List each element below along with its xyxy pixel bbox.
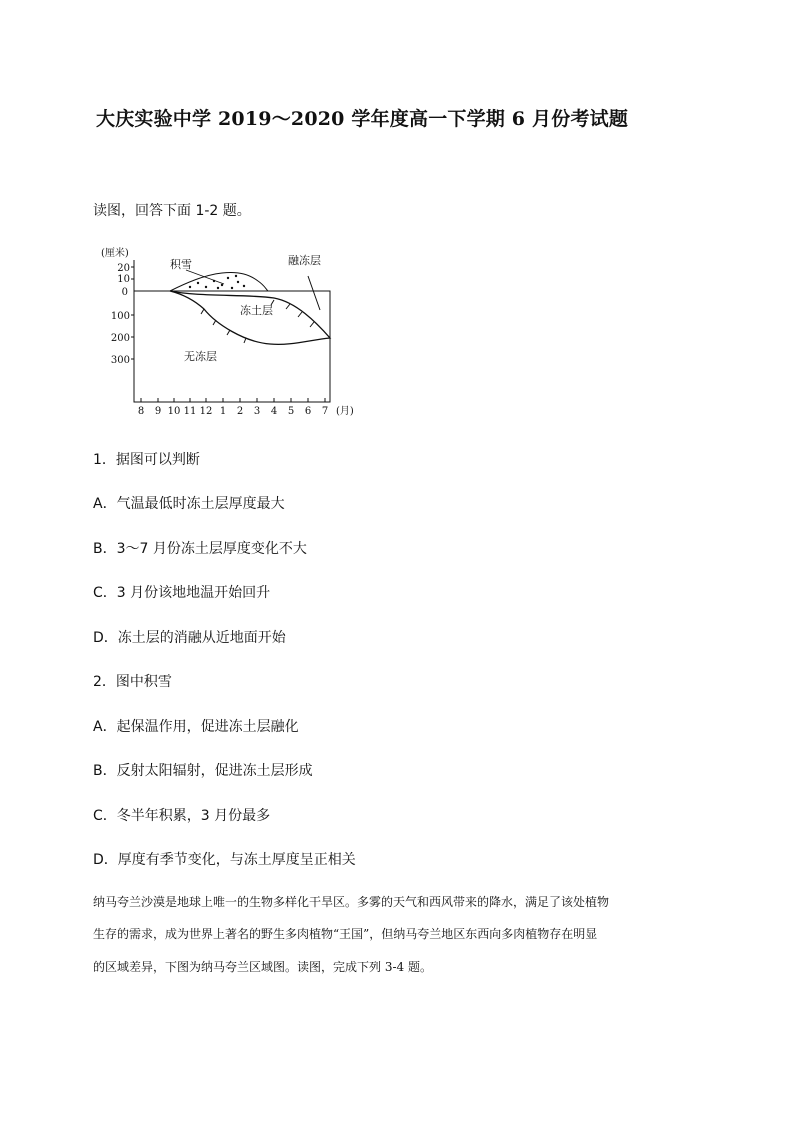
q2-stem: 2．图中积雪 <box>93 674 172 690</box>
y-tick-300: 300 <box>110 355 130 366</box>
y-unit-label: (厘米) <box>101 248 129 259</box>
x-tick-5: 5 <box>287 406 295 417</box>
x-tick-11: 11 <box>183 406 197 417</box>
thaw-arrow <box>308 276 320 310</box>
y-tick-10: 10 <box>117 274 130 285</box>
x-tick-6: 6 <box>304 406 312 417</box>
x-tick-marks <box>141 398 325 402</box>
label-frozen: 冻土层 <box>240 304 273 317</box>
q1-option-c: C．3 月份该地地温开始回升 <box>93 585 271 601</box>
y-tick-20: 20 <box>117 263 130 274</box>
frozen-soil-diagram <box>98 242 368 420</box>
passage-line: 生存的需求，成为世界上著名的野生多肉植物“王国”，但纳马夸兰地区东西向多肉植物存在明显 <box>93 927 598 941</box>
x-tick-12: 12 <box>199 406 213 417</box>
q1-option-b: B．3～7 月份冻土层厚度变化不大 <box>93 541 307 557</box>
q2-option-b: B．反射太阳辐射，促进冻土层形成 <box>93 763 313 779</box>
x-unit-label: (月) <box>336 406 354 417</box>
page-title: 大庆实验中学 2019～2020 学年度高一下学期 6 月份考试题 <box>96 108 629 130</box>
plot-frame <box>134 291 330 402</box>
x-tick-3: 3 <box>253 406 261 417</box>
label-snow: 积雪 <box>170 258 192 271</box>
q2-option-d: D．厚度有季节变化，与冻土厚度呈正相关 <box>93 852 356 868</box>
label-unfrozen: 无冻层 <box>184 350 217 363</box>
passage-line: 的区域差异，下图为纳马夸兰区域图。读图，完成下列 3-4 题。 <box>93 960 432 974</box>
q2-option-a: A．起保温作用，促进冻土层融化 <box>93 719 299 735</box>
q1-option-a: A．气温最低时冻土层厚度最大 <box>93 496 285 512</box>
y-tick-0: 0 <box>121 287 128 298</box>
x-tick-8: 8 <box>137 406 145 417</box>
frozen-layer-boundary <box>170 291 330 344</box>
q2-option-c: C．冬半年积累，3 月份最多 <box>93 808 271 824</box>
x-tick-10: 10 <box>167 406 181 417</box>
q1-stem: 1．据图可以判断 <box>93 452 200 468</box>
y-tick-200: 200 <box>110 333 130 344</box>
question-intro: 读图，回答下面 1-2 题。 <box>93 203 251 219</box>
y-tick-100: 100 <box>110 311 130 322</box>
label-thaw: 融冻层 <box>288 254 321 267</box>
x-tick-1: 1 <box>219 406 227 417</box>
x-tick-9: 9 <box>154 406 162 417</box>
q1-option-d: D．冻土层的消融从近地面开始 <box>93 630 286 646</box>
x-tick-2: 2 <box>236 406 244 417</box>
passage-line: 纳马夸兰沙漠是地球上唯一的生物多样化干旱区。多雾的天气和西风带来的降水，满足了该处植物 <box>93 895 610 909</box>
x-tick-4: 4 <box>270 406 278 417</box>
x-tick-7: 7 <box>321 406 329 417</box>
